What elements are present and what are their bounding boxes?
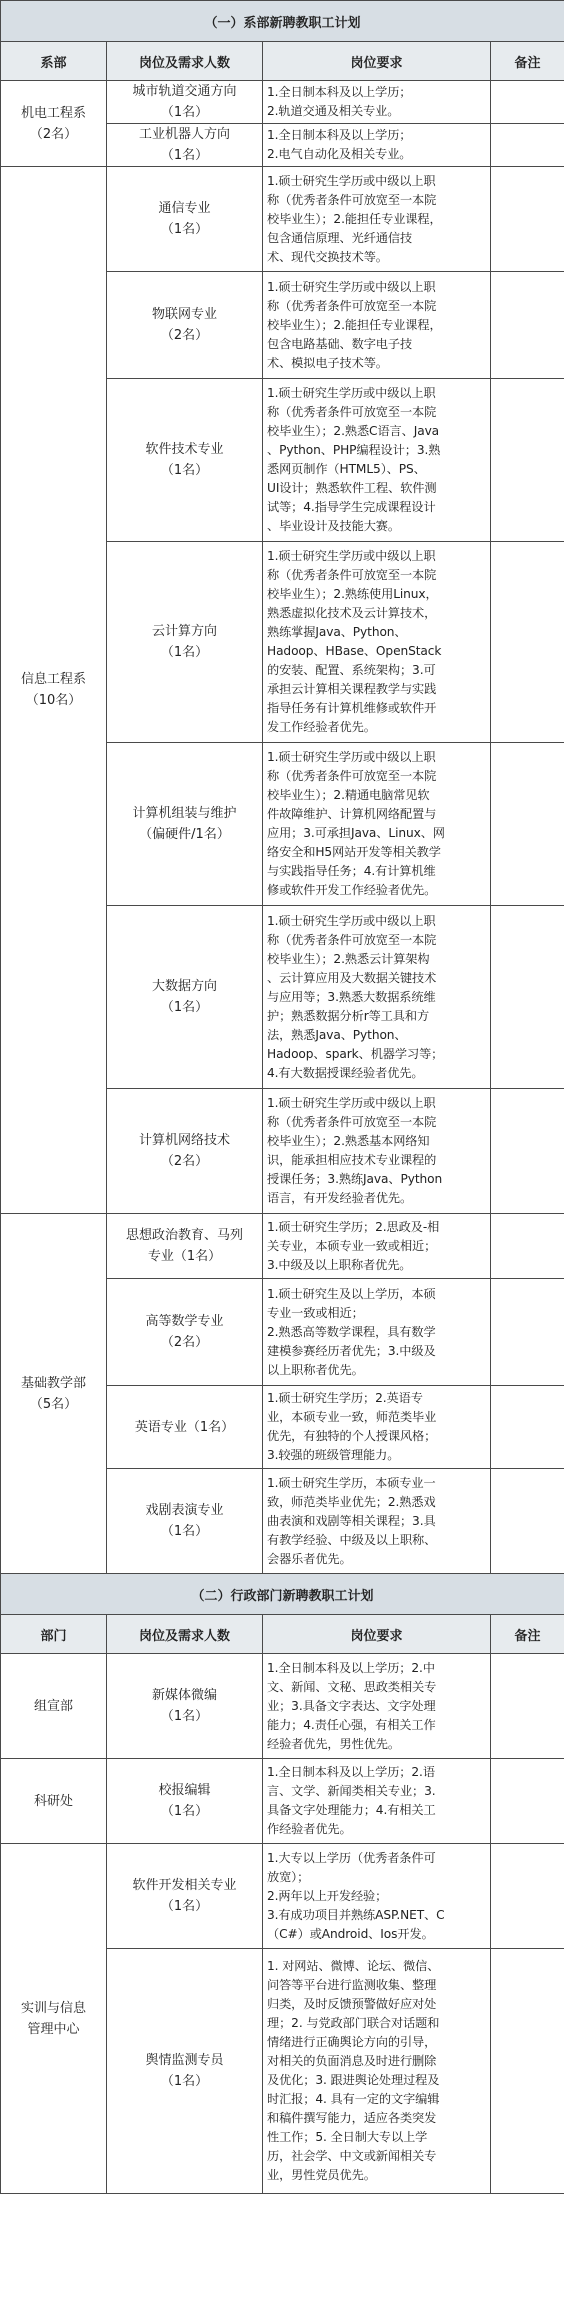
column-header: 岗位要求 — [263, 1615, 491, 1654]
position-line: （1名） — [160, 2074, 209, 2089]
position-cell — [107, 1844, 263, 1949]
requirement-line: 致，师范类毕业优先；2.熟悉戏 — [267, 1494, 436, 1509]
requirement-line: 术、现代交换技术等。 — [267, 249, 388, 264]
position-line: （1名） — [160, 1709, 209, 1724]
column-header: 岗位及需求人数 — [107, 42, 263, 81]
position-line: 英语专业（1名） — [134, 1419, 235, 1435]
section-title: （一）系部新聘教职工计划 — [1, 1, 564, 42]
requirement-line: 优先，有独特的个人授课风格； — [267, 1429, 437, 1443]
requirement-line: 有教学经验、中级及以上职称、 — [267, 1532, 437, 1547]
requirement-line: 3.中级及以上职称者优先。 — [267, 1257, 412, 1272]
requirement-line: 1.大专以上学历（优秀者条件可 — [267, 1850, 436, 1865]
department-line: 管理中心 — [27, 2021, 80, 2037]
requirement-cell — [263, 81, 491, 124]
column-header: 岗位及需求人数 — [107, 1615, 263, 1654]
position-line: （1名） — [160, 463, 209, 478]
requirement-line: 1.全日制本科及以上学历； — [267, 128, 412, 142]
position-cell — [107, 906, 263, 1089]
remark-cell — [491, 743, 564, 906]
requirement-line: 熟悉虚拟化技术及云计算技术， — [267, 606, 437, 620]
column-header-row — [1, 1615, 564, 1654]
requirement-line: 理；2. 与党政部门联合对话题和 — [267, 2016, 440, 2030]
position-cell — [107, 272, 263, 379]
requirement-cell — [263, 1469, 491, 1574]
department-cell — [1, 81, 107, 167]
department-cell — [1, 167, 107, 1214]
requirement-line: Hadoop、HBase、OpenStack — [267, 644, 442, 658]
position-cell — [107, 542, 263, 743]
requirement-line: 曲表演和戏剧等相关课程；3.具 — [267, 1513, 436, 1528]
requirement-line: 法，熟悉Java、Python、 — [267, 1027, 407, 1042]
requirement-line: 熟练掌握Java、Python、 — [267, 625, 407, 639]
requirement-line: 对相关的负面消息及时进行删除 — [267, 2054, 437, 2068]
requirement-line: 2.轨道交通及相关专业。 — [267, 104, 400, 118]
requirement-line: 与实践指导任务；4.有计算机维 — [267, 864, 436, 878]
position-line: （1名） — [160, 1899, 209, 1914]
requirement-line: Hadoop、spark、机器学习等； — [267, 1046, 444, 1061]
remark-cell — [491, 167, 564, 272]
remark-cell — [491, 1654, 564, 1759]
requirement-cell — [263, 743, 491, 906]
requirement-line: 1.硕士研究生及以上学历，本硕 — [267, 1286, 436, 1301]
remark-cell — [491, 1386, 564, 1469]
requirement-line: 1.硕士研究生学历或中级以上职 — [267, 173, 436, 188]
requirement-line: 包含通信原理、光纤通信技 — [267, 230, 413, 245]
requirement-line: 及优化；3. 跟进舆论处理过程及 — [267, 2073, 440, 2087]
department-line: 科研处 — [33, 1793, 73, 1809]
requirement-line: 问答等平台进行监测收集、整理 — [267, 1978, 437, 1992]
column-header: 备注 — [491, 42, 564, 81]
department-line: （5名） — [29, 1396, 78, 1412]
department-line: 组宣部 — [33, 1698, 73, 1714]
position-cell — [107, 124, 263, 167]
column-header: 备注 — [491, 1615, 564, 1654]
table-row — [1, 1759, 564, 1844]
requirement-line: 经验者优先，男性优先。 — [267, 1736, 400, 1751]
requirement-line: 2.两年以上开发经验； — [267, 1888, 388, 1903]
requirement-line: 指导任务有计算机维修或软件开 — [267, 701, 437, 715]
requirement-line: 护；熟悉数据分析r等工具和方 — [267, 1008, 430, 1023]
department-cell — [1, 1844, 107, 2194]
requirement-cell — [263, 542, 491, 743]
position-line: （1名） — [160, 1804, 209, 1819]
remark-cell — [491, 1279, 564, 1386]
remark-cell — [491, 1089, 564, 1214]
requirement-line: 修或软件开发工作经验者优先。 — [267, 883, 437, 897]
requirement-line: 承担云计算相关课程教学与实践 — [267, 682, 437, 696]
requirement-line: 语言，有开发经验者优先。 — [267, 1191, 413, 1205]
requirement-line: 称（优秀者条件可放宽至一本院 — [267, 932, 437, 947]
requirement-line: 会器乐者优先。 — [267, 1551, 352, 1566]
requirement-cell — [263, 1844, 491, 1949]
remark-cell — [491, 1844, 564, 1949]
requirement-line: 1.硕士研究生学历或中级以上职 — [267, 913, 436, 928]
position-line: 计算机网络技术 — [138, 1133, 230, 1148]
requirement-line: 3.较强的班级管理能力。 — [267, 1448, 400, 1462]
table-row — [1, 1654, 564, 1759]
requirement-line: 1.硕士研究生学历或中级以上职 — [267, 549, 436, 563]
position-line: 工业机器人方向 — [138, 127, 230, 142]
position-cell — [107, 1469, 263, 1574]
requirement-line: 校毕业生）；2.熟练使用Linux， — [267, 587, 438, 601]
position-cell — [107, 1386, 263, 1469]
requirement-line: 1. 对网站、微博、论坛、微信、 — [267, 1959, 440, 1973]
requirement-line: 2.电气自动化及相关专业。 — [267, 147, 412, 161]
position-cell — [107, 167, 263, 272]
requirement-line: 称（优秀者条件可放宽至一本院 — [267, 769, 437, 783]
requirement-line: 1.硕士研究生学历或中级以上职 — [267, 386, 436, 400]
requirement-line: 1.硕士研究生学历或中级以上职 — [267, 750, 436, 764]
column-header-row — [1, 42, 564, 81]
department-line: （10名） — [25, 693, 82, 708]
requirement-line: 专业一致或相近； — [267, 1305, 364, 1320]
requirement-line: 1.全日制本科及以上学历； — [267, 85, 412, 99]
requirement-line: 称（优秀者条件可放宽至一本院 — [267, 405, 437, 419]
table-row — [1, 81, 564, 124]
requirement-line: 2.熟悉高等数学课程，具有数学 — [267, 1324, 436, 1339]
section-title-row — [1, 1, 564, 42]
requirement-cell — [263, 167, 491, 272]
position-line: 物联网专业 — [151, 307, 217, 322]
requirement-line: 业；3.具备文字表达、文字处理 — [267, 1698, 436, 1713]
requirement-line: 、毕业设计及技能大赛。 — [267, 519, 400, 533]
remark-cell — [491, 1214, 564, 1279]
requirement-line: 校毕业生）；2.能担任专业课程， — [267, 317, 442, 332]
table-row — [1, 1214, 564, 1279]
requirement-line: 络安全和H5网站开发等相关教学 — [267, 845, 441, 859]
department-cell — [1, 1759, 107, 1844]
position-line: 舆情监测专员 — [145, 2053, 224, 2068]
requirement-line: 校毕业生）；2.能担任专业课程， — [267, 211, 442, 226]
requirement-line: 术、模拟电子技术等。 — [267, 355, 388, 370]
requirement-line: 文、新闻、文秘、思政类相关专 — [267, 1679, 437, 1694]
position-line: （2名） — [160, 328, 209, 343]
column-header: 岗位要求 — [263, 42, 491, 81]
position-cell — [107, 1949, 263, 2194]
requirement-line: 悉网页制作（HTML5）、PS、 — [267, 462, 426, 476]
remark-cell — [491, 1759, 564, 1844]
requirement-cell — [263, 1089, 491, 1214]
requirement-line: 性工作；5. 全日制大专以上学 — [267, 2130, 428, 2144]
position-line: （偏硬件/1名） — [139, 827, 230, 842]
requirement-line: 具备文字处理能力；4.有相关工 — [267, 1803, 436, 1817]
position-line: （2名） — [160, 1335, 209, 1350]
requirement-line: 业，本硕专业一致，师范类毕业 — [267, 1410, 437, 1424]
remark-cell — [491, 906, 564, 1089]
position-line: 软件开发相关专业 — [132, 1878, 237, 1893]
requirement-line: 1.硕士研究生学历，本硕专业一 — [267, 1475, 436, 1490]
requirement-line: 4.有大数据授课经验者优先。 — [267, 1065, 424, 1080]
requirement-line: 称（优秀者条件可放宽至一本院 — [267, 568, 437, 582]
remark-cell — [491, 81, 564, 124]
position-line: 计算机组装与维护 — [132, 806, 237, 821]
department-cell — [1, 1654, 107, 1759]
requirement-line: UI设计；熟悉软件工程、软件测 — [267, 481, 437, 495]
requirement-cell — [263, 1279, 491, 1386]
requirement-line: 发工作经验者优先。 — [267, 720, 376, 734]
position-line: 新媒体微编 — [151, 1688, 217, 1703]
requirement-line: 授课任务；3.熟练Java、Python — [267, 1172, 443, 1186]
requirement-line: 应用；3.可承担Java、Linux、网 — [267, 826, 445, 840]
requirement-line: 称（优秀者条件可放宽至一本院 — [267, 298, 437, 313]
requirement-line: 的安装、配置、系统架构；3.可 — [267, 663, 436, 677]
requirement-line: 1.全日制本科及以上学历；2.中 — [267, 1660, 435, 1675]
requirement-line: 1.硕士研究生学历或中级以上职 — [267, 279, 436, 294]
requirement-cell — [263, 379, 491, 542]
department-line: 实训与信息 — [20, 2000, 86, 2016]
position-line: （1名） — [160, 105, 209, 120]
requirement-line: 校毕业生）；2.熟悉基本网络知 — [267, 1134, 430, 1148]
remark-cell — [491, 379, 564, 542]
requirement-line: 称（优秀者条件可放宽至一本院 — [267, 1115, 437, 1129]
requirement-line: 能力；4.责任心强，有相关工作 — [267, 1717, 436, 1732]
position-line: 专业（1名） — [147, 1249, 222, 1264]
requirement-line: 作经验者优先。 — [267, 1822, 352, 1836]
requirement-cell — [263, 1214, 491, 1279]
requirement-line: 试等；4.指导学生完成课程设计 — [267, 500, 436, 514]
requirement-cell — [263, 124, 491, 167]
position-line: 高等数学专业 — [145, 1314, 224, 1329]
position-line: （1名） — [160, 1000, 209, 1015]
position-cell — [107, 1279, 263, 1386]
position-line: 云计算方向 — [151, 624, 217, 639]
column-header: 系部 — [1, 42, 107, 81]
requirement-line: 和稿件撰写能力，适应各类突发 — [267, 2111, 437, 2125]
position-cell — [107, 1089, 263, 1214]
requirement-line: 识，能承担相应技术专业课程的 — [267, 1153, 437, 1167]
requirement-line: 归类，及时反馈预警做好应对处 — [267, 1997, 437, 2011]
requirement-cell — [263, 1949, 491, 2194]
requirement-line: 称（优秀者条件可放宽至一本院 — [267, 192, 437, 207]
requirement-line: 业，男性党员优先。 — [267, 2168, 376, 2182]
department-line: 基础教学部 — [20, 1375, 86, 1391]
position-line: （2名） — [160, 1154, 209, 1169]
requirement-line: 包含电路基础、数字电子技 — [267, 336, 413, 351]
requirement-cell — [263, 906, 491, 1089]
position-cell — [107, 1759, 263, 1844]
requirement-line: 历，社会学、中文或新闻相关专 — [267, 2149, 437, 2163]
position-cell — [107, 81, 263, 124]
position-line: 软件技术专业 — [145, 442, 224, 457]
requirement-line: 1.硕士研究生学历；2.英语专 — [267, 1391, 423, 1405]
requirement-line: 关专业，本硕专业一致或相近； — [267, 1238, 437, 1253]
position-line: （1名） — [160, 222, 209, 237]
requirement-line: 言、文学、新闻类相关专业；3. — [267, 1784, 436, 1798]
position-line: 通信专业 — [158, 201, 211, 216]
requirement-line: 1.硕士研究生学历；2.思政及-相 — [267, 1219, 440, 1234]
requirement-line: 、云计算应用及大数据关键技术 — [267, 970, 437, 985]
requirement-line: 1.全日制本科及以上学历；2.语 — [267, 1765, 435, 1779]
position-cell — [107, 1214, 263, 1279]
requirement-line: 与应用等；3.熟悉大数据系统维 — [267, 989, 436, 1004]
requirement-cell — [263, 272, 491, 379]
requirement-line: （C#）或Android、Ios开发。 — [267, 1926, 434, 1941]
table-row — [1, 1844, 564, 1949]
department-cell — [1, 1214, 107, 1574]
remark-cell — [491, 1469, 564, 1574]
remark-cell — [491, 272, 564, 379]
column-header: 部门 — [1, 1615, 107, 1654]
requirement-line: 3.有成功项目并熟练ASP.NET、C — [267, 1907, 445, 1922]
requirement-cell — [263, 1654, 491, 1759]
position-line: 城市轨道交通方向 — [132, 84, 237, 99]
requirement-line: 以上职称者优先。 — [267, 1362, 364, 1377]
remark-cell — [491, 1949, 564, 2194]
position-line: （1名） — [160, 645, 209, 660]
section-title-row — [1, 1574, 564, 1615]
requirement-line: 校毕业生）；2.精通电脑常见软 — [267, 788, 430, 802]
position-line: （1名） — [160, 148, 209, 163]
position-line: 思想政治教育、马列 — [125, 1228, 243, 1243]
requirement-line: 情绪进行正确舆论方向的引导， — [267, 2035, 437, 2049]
requirement-line: 1.硕士研究生学历或中级以上职 — [267, 1096, 436, 1110]
position-line: 戏剧表演专业 — [145, 1503, 224, 1518]
position-line: 大数据方向 — [151, 979, 217, 994]
department-line: 机电工程系 — [20, 105, 86, 121]
requirement-cell — [263, 1386, 491, 1469]
requirement-line: 校毕业生）；2.熟悉云计算架构 — [267, 951, 430, 966]
table-row — [1, 167, 564, 272]
requirement-line: 建模参赛经历者优先；3.中级及 — [267, 1343, 436, 1358]
department-line: 信息工程系 — [20, 672, 86, 687]
requirement-line: 件故障维护、计算机网络配置与 — [267, 807, 437, 821]
remark-cell — [491, 542, 564, 743]
requirement-line: 校毕业生）；2.熟悉C语言、Java — [267, 424, 440, 438]
position-line: （1名） — [160, 1524, 209, 1539]
position-cell — [107, 743, 263, 906]
department-line: （2名） — [29, 126, 78, 142]
requirement-line: 时汇报；4. 具有一定的文字编辑 — [267, 2092, 440, 2106]
remark-cell — [491, 124, 564, 167]
requirement-line: 放宽）； — [267, 1869, 310, 1884]
requirement-line: 、Python、PHP编程设计；3.熟 — [267, 443, 441, 457]
position-line: 校报编辑 — [158, 1783, 211, 1798]
position-cell — [107, 1654, 263, 1759]
position-cell — [107, 379, 263, 542]
requirement-cell — [263, 1759, 491, 1844]
section-title: （二）行政部门新聘教职工计划 — [1, 1574, 564, 1615]
